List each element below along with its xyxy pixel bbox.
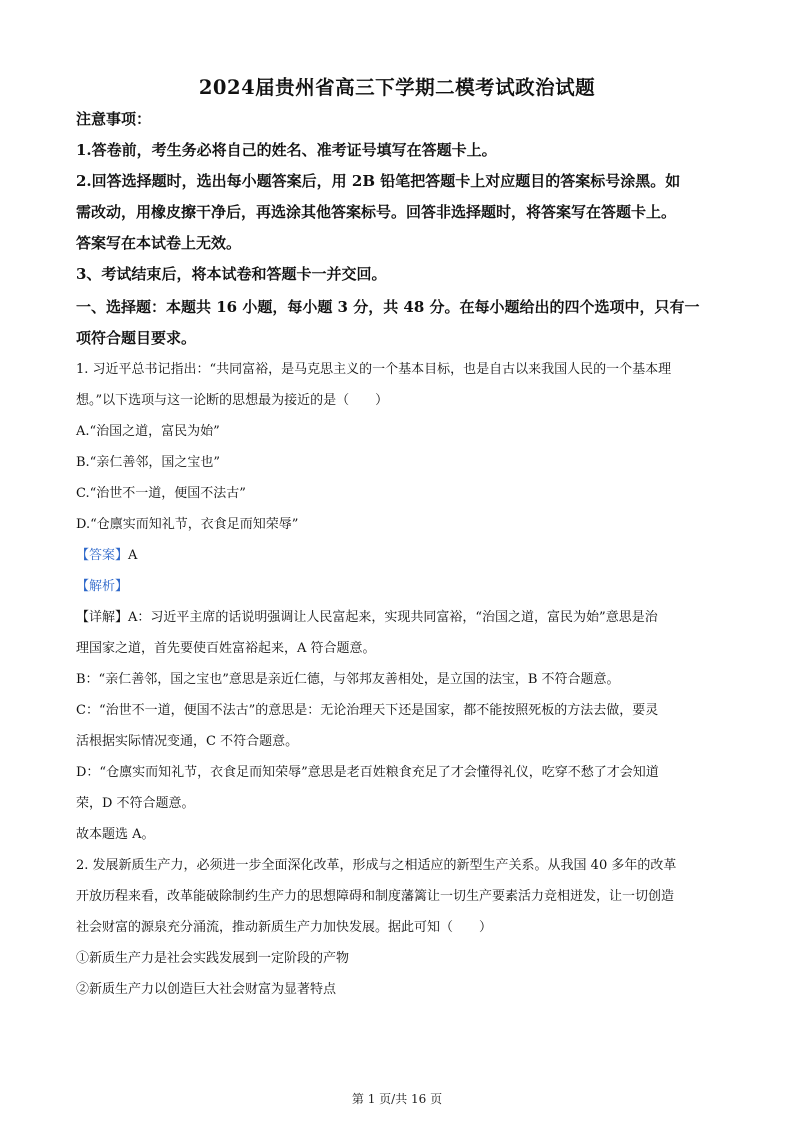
document-title: 2024届贵州省高三下学期二模考试政治试题	[198, 76, 596, 99]
notes-heading: 注意事项：	[76, 110, 152, 128]
detail-text: A：习近平主席的话说明强调让人民富起来，实现共同富裕，“治国之道，富民为始”意思是治	[128, 610, 658, 625]
q2-stem-line: 社会财富的源泉充分涌流，推动新质生产力加快发展。据此可知（ ）	[76, 920, 493, 935]
q1-detail-line: 荣，D 不符合题意。	[76, 796, 195, 811]
q1-stem-line: 想。”以下选项与这一论断的思想最为接近的是（ ）	[76, 393, 389, 408]
q1-analysis-line	[76, 571, 726, 602]
section-line: 项符合题目要求。	[76, 329, 197, 347]
q1-detail-line	[76, 602, 726, 633]
notes-item: 需改动，用橡皮擦干净后，再选涂其他答案标号。回答非选择题时，将答案写在答题卡上。	[76, 203, 677, 221]
q1-option-c: C.“治世不一道，便国不法古”	[76, 486, 246, 501]
q2-option: ②新质生产力以创造巨大社会财富为显著特点	[76, 982, 337, 997]
page-footer: 第 1 页/共 16 页	[351, 1092, 443, 1106]
notes-item: 2.回答选择题时，选出每小题答案后，用 2B 铅笔把答题卡上对应题目的答案标号涂黑。如	[76, 172, 681, 190]
section-heading	[76, 292, 726, 354]
notes-item: 1.答卷前，考生务必将自己的姓名、准考证号填写在答题卡上。	[76, 141, 497, 159]
q1-detail-line: 活根据实际情况变通，C 不符合题意。	[76, 734, 299, 749]
detail-tag: 【详解】	[76, 610, 129, 625]
q1-detail-line: B：“亲仁善邻，国之宝也”意思是亲近仁德，与邻邦友善相处，是立国的法宝，B 不符合题意。	[76, 672, 620, 687]
notes-item: 3、考试结束后，将本试卷和答题卡一并交回。	[76, 265, 387, 283]
analysis-tag: 【解析】	[76, 579, 129, 594]
notes-item: 答案写在本试卷上无效。	[76, 234, 242, 252]
q2-option: ①新质生产力是社会实践发展到一定阶段的产物	[76, 951, 350, 966]
notes-block	[76, 104, 726, 290]
q1-option-b: B.“亲仁善邻，国之宝也”	[76, 455, 220, 470]
q1-detail-line: C：“治世不一道，便国不法古”的意思是：无论治理天下还是国家，都不能按照死板的方法去做，要灵	[76, 703, 659, 718]
section-line: 一、选择题：本题共 16 小题，每小题 3 分，共 48 分。在每小题给出的四个选项中，只有一	[76, 298, 700, 316]
q1-stem-line: 1. 习近平总书记指出：“共同富裕，是马克思主义的一个基本目标，也是自古以来我国人民的一个基本理	[76, 362, 672, 377]
q1-detail-line: D：“仓廪实而知礼节，衣食足而知荣辱”意思是老百姓粮食充足了才会懂得礼仪，吃穿不愁了才会知道	[76, 765, 659, 780]
answer-value: A	[128, 548, 138, 563]
q2-stem-line: 2. 发展新质生产力，必须进一步全面深化改革，形成与之相适应的新型生产关系。从我国 40 多年的改革	[76, 858, 677, 873]
q2-stem-line: 开放历程来看，改革能破除制约生产力的思想障碍和制度藩篱让一切生产要素活力竞相迸发，让一切创造	[76, 889, 675, 904]
q1-option-a: A.“治国之道，富民为始”	[76, 424, 220, 439]
q1-option-d: D.“仓廪实而知礼节，衣食足而知荣辱”	[76, 517, 299, 532]
q1-detail-line: 故本题选 A。	[76, 827, 155, 842]
q1-detail-line: 理国家之道，首先要使百姓富裕起来，A 符合题意。	[76, 641, 376, 656]
q1-answer-line	[76, 540, 726, 571]
questions-body	[76, 354, 726, 1005]
answer-tag: 【答案】	[76, 548, 129, 563]
